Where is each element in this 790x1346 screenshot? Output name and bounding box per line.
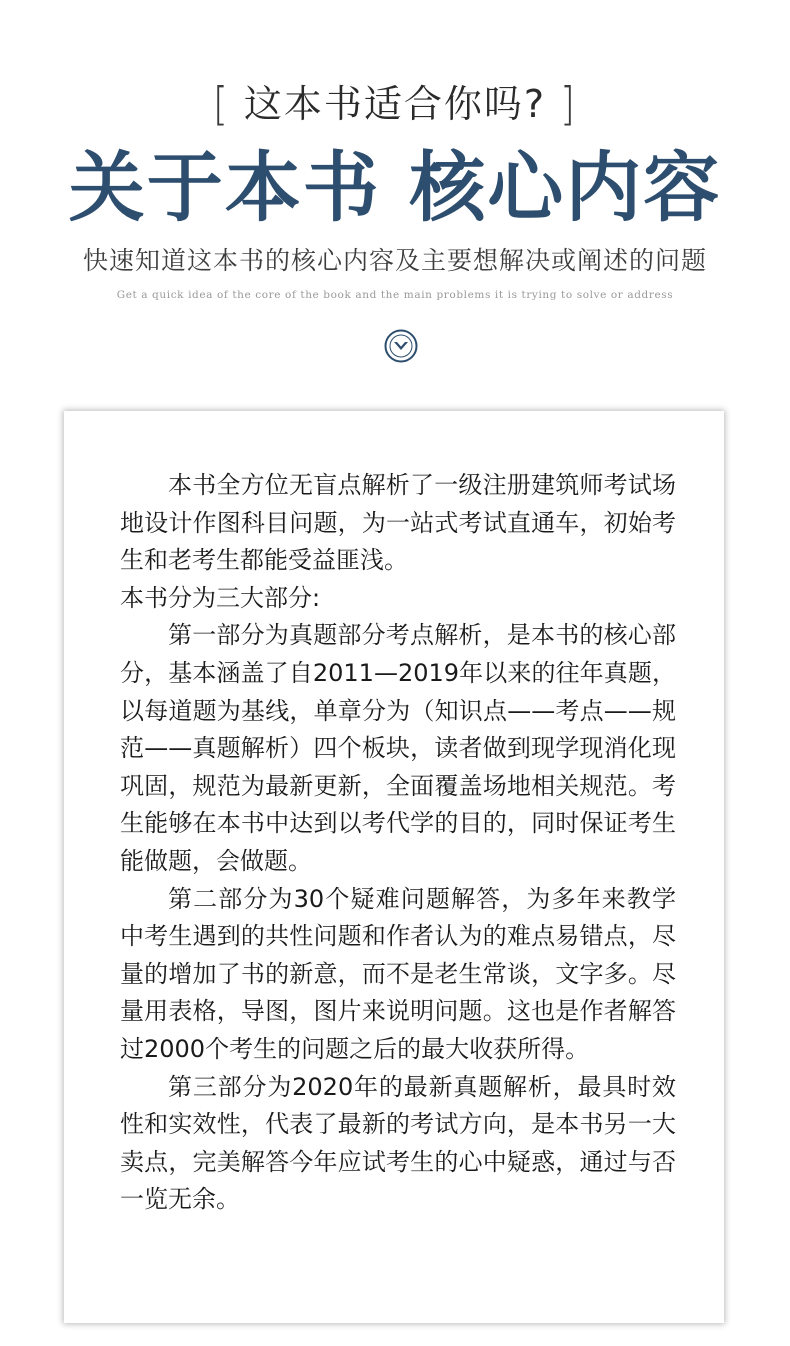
header-kicker (0, 76, 790, 132)
content-card (64, 411, 724, 1323)
page-title: 关于本书 核心内容 (68, 143, 722, 232)
subtitle-chinese: 快速知道这本书的核心内容及主要想解决或阐述的问题 (82, 246, 707, 275)
paragraph-part-one: 第一部分为真题部分考点解析，是本书的核心部分，基本涵盖了自2011—2019年以来的往年真题，以每道题为基线，单章分为（知识点——考点——规范——真题解析）四个板块，读者做到现学现消化现巩固，规范为最新更新，全面覆盖场地相关规范。考生能够在本书中达到以考代学的目的，同时保证考生能做题，会做题。 (120, 621, 676, 875)
kicker-text: 这本书适合你吗? (243, 82, 547, 126)
content-body (120, 467, 676, 1219)
paragraph-part-two: 第二部分为30个疑难问题解答，为多年来教学中考生遇到的共性问题和作者认为的难点易错点，尽量的增加了书的新意，而不是老生常谈，文字多。尽量用表格，导图，图片来说明问题。这也是作者解答过2000个考生的问题之后的最大收获所得。 (120, 884, 676, 1063)
paragraph-intro: 本书全方位无盲点解析了一级注册建筑师考试场地设计作图科目问题，为一站式考试直通车，初始考生和老考生都能受益匪浅。 (120, 471, 676, 575)
kicker-open-bracket: [ (212, 77, 230, 131)
subtitle-english: Get a quick idea of the core of the book and the main problems it is trying to solve or address (116, 289, 674, 301)
paragraph-parts-heading: 本书分为三大部分: (120, 583, 321, 612)
paragraph-part-three: 第三部分为2020年的最新真题解析，最具时效性和实效性，代表了最新的考试方向，是本书另一大卖点，完美解答今年应试考生的心中疑惑，通过与否一览无余。 (120, 1072, 676, 1214)
kicker-close-bracket: ] (560, 77, 577, 131)
chevron-down-circle-icon (383, 328, 419, 364)
